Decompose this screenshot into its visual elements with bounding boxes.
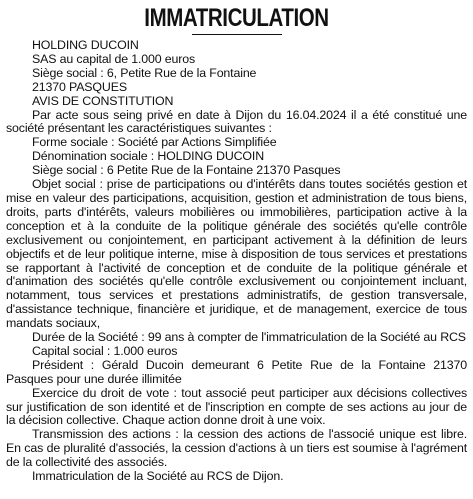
- paragraph-denomination: Dénomination sociale : HOLDING DUCOIN: [32, 149, 265, 164]
- paragraph-siege: Siège social : 6 Petite Rue de la Fontaine 21370 Pasques: [32, 163, 341, 178]
- paragraph-duree: Durée de la Société : 99 ans à compter de l'immatriculation de la Société au RCS: [32, 330, 466, 345]
- paragraph-capital: Capital social : 1.000 euros: [32, 343, 178, 358]
- paragraph-vote: Exercice du droit de vote : tout associé peut participer aux décisions collectives sur justification de son identité et de l'inscription en compte de ses actions au jour de la décision collective. Chaque action donne droit à une voix.: [6, 385, 467, 428]
- paragraph-president: Président : Gérald Ducoin demeurant 6 Petite Rue de la Fontaine 21370 Pasques pour une durée illimitée: [6, 357, 467, 386]
- company-address: Siège social : 6, Petite Rue de la Fontaine: [32, 65, 257, 80]
- notice-type: AVIS DE CONSTITUTION: [32, 93, 174, 108]
- paragraph-forme: Forme sociale : Société par Actions Simplifiée: [32, 135, 277, 150]
- notice-body: [6, 39, 467, 484]
- company-city: 21370 PASQUES: [32, 79, 127, 94]
- paragraph-objet: Objet social : prise de participations ou d'intérêts dans toutes sociétés gestion et mise en valeur des participations, acquisition, gestion et administration de tous biens, droits, parts d'intérêts, valeurs mobilières ou immobilières, participation active à la conception et à la conduite de la politique générale des sociétés qu'elle contrôle exclusivement ou conjointement, en participant activement à la définition de leurs objectifs et de leur politique interne, mise à disposition de tous services et prestations se rapportant à l'activité de conception et de conduite de la politique générale et d'animation des sociétés qu'elle contrôle exclusivement ou conjointement incluant, notamment, tous services et prestations administratifs, de gestion transversale, d'assistance technique, financière et juridique, et de management, exercice de tous mandats sociaux,: [6, 177, 467, 331]
- company-capital: SAS au capital de 1.000 euros: [32, 51, 196, 66]
- paragraph-transmission: Transmission des actions : la cession des actions de l'associé unique est libre. En cas de pluralité d'associés, la cession d'actions à un tiers est soumise à l'agrément de la collectivité des associés.: [6, 427, 467, 470]
- paragraph-acte: Par acte sous seing privé en date à Dijon du 16.04.2024 il a été constitué une société présentant les caractéristiques suivantes :: [6, 107, 467, 136]
- company-name: HOLDING DUCOIN: [32, 38, 139, 52]
- title-underline: [192, 34, 282, 35]
- paragraph-immatriculation: Immatriculation de la Société au RCS de Dijon.: [32, 469, 284, 484]
- notice-title: IMMATRICULATION: [144, 4, 329, 32]
